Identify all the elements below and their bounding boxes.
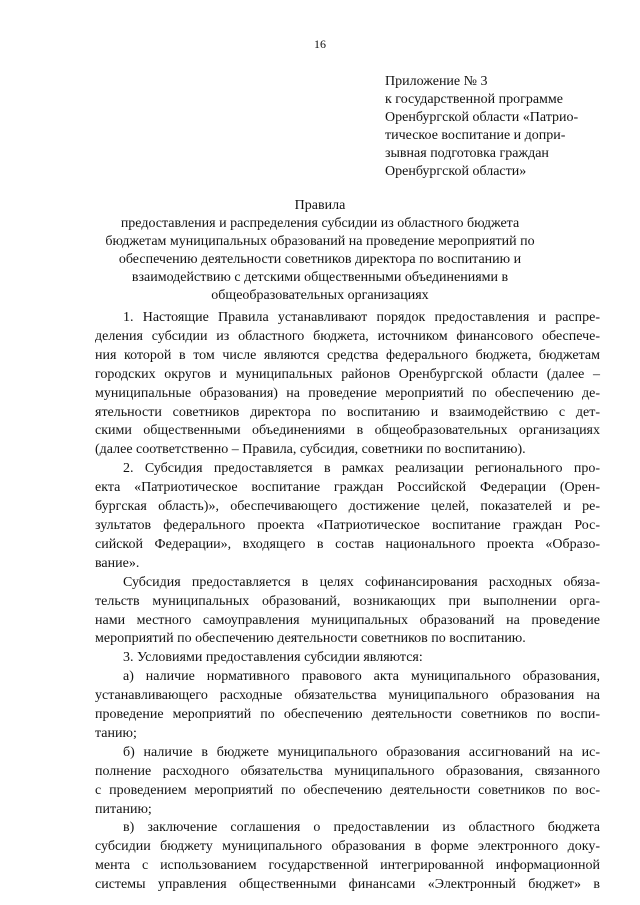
subtitle-line: обеспечению деятельности советников директора по воспитанию и (118, 252, 522, 267)
paragraph-4 (95, 649, 600, 668)
paragraph-line: субсидии бюджету муниципального образования в форме электронного доку- (95, 839, 600, 855)
paragraph-line: нами местного самоуправления муниципальных образований на проведение (95, 612, 600, 628)
paragraph-line: 3. Условиями предоставления субсидии являются: (123, 650, 423, 666)
page-number: 16 (314, 37, 326, 51)
appendix-line: Оренбургской области» (385, 164, 527, 179)
subtitle-line: общеобразовательных организациях (211, 288, 429, 303)
paragraph-line: с проведением мероприятий по обеспечению деятельности советников по вос- (95, 782, 600, 798)
paragraph-line: ятельности советников директора по воспитанию и взаимодействию с дет- (95, 404, 600, 420)
subtitle-line: предоставления и распределения субсидии из областного бюджета (120, 216, 520, 231)
paragraph-3 (95, 574, 600, 650)
paragraph-line: городских округов и муниципальных районов Оренбургской области (далее – (95, 366, 600, 382)
document-body (95, 309, 600, 895)
paragraph-line: мента с использованием государственной интегрированной информационной (95, 858, 600, 874)
paragraph-line: тельств муниципальных образований, возникающих при выполнении орга- (95, 593, 600, 609)
appendix-line: к государственной программе (385, 92, 563, 107)
paragraph-line: питанию; (95, 801, 152, 817)
rules-subtitle (85, 215, 555, 305)
paragraph-5 (95, 668, 600, 744)
paragraph-line: б) наличие в бюджете муниципального образования ассигнований на ис- (123, 744, 600, 760)
paragraph-line: 1. Настоящие Правила устанавливают порядок предоставления и распре- (123, 310, 600, 325)
paragraph-line: Субсидия предоставляется в целях софинансирования расходных обяза- (123, 574, 600, 590)
rules-title: Правила (294, 198, 346, 213)
paragraph-line: устанавливающего расходные обязательства муниципального образования на (95, 688, 600, 704)
paragraph-line: а) наличие нормативного правового акта муниципального образования, (123, 669, 600, 685)
paragraph-line: вание». (95, 555, 140, 571)
paragraph-line: бургская область)», обеспечивающего достижение целей, показателей и ре- (95, 499, 600, 515)
appendix-line: зывная подготовка граждан (385, 146, 549, 161)
appendix-line: Оренбургской области «Патрио- (385, 110, 579, 125)
paragraph-line: муниципальные образования) на проведение мероприятий по обеспечению де- (95, 385, 600, 401)
appendix-block (385, 73, 635, 181)
paragraph-line: (далее соответственно – Правила, субсидия, советники по воспитанию). (95, 442, 526, 458)
appendix-line: Приложение № 3 (385, 74, 488, 89)
paragraph-line: скими общественными объединениями в общеобразовательных организациях (95, 423, 600, 439)
paragraph-line: мероприятий по обеспечению деятельности советников по воспитанию. (95, 631, 526, 647)
appendix-line: тическое воспитание и допри- (385, 128, 566, 143)
paragraph-line: сийской Федерации», входящего в состав национального проекта «Образо- (95, 536, 600, 552)
subtitle-line: взаимодействию с детскими общественными объединениями в (131, 270, 509, 285)
paragraph-line: танию; (95, 725, 137, 741)
paragraph-1 (95, 309, 600, 460)
paragraph-line: проведение мероприятий по обеспечению деятельности советников по воспи- (95, 707, 600, 723)
paragraph-line: деления субсидии из областного бюджета, источником финансового обеспече- (95, 328, 600, 344)
paragraph-7 (95, 819, 600, 895)
paragraph-line: в) заключение соглашения о предоставлении из областного бюджета (123, 820, 600, 836)
paragraph-line: системы управления общественными финансами «Электронный бюджет» в (95, 877, 600, 893)
paragraph-line: полнение расходного обязательства муниципального образования, связанного (95, 763, 600, 779)
paragraph-line: ния которой в том числе являются средства федерального бюджета, бюджетам (95, 347, 600, 363)
paragraph-6 (95, 744, 600, 820)
subtitle-line: бюджетам муниципальных образований на проведение мероприятий по (105, 234, 535, 249)
paragraph-line: зультатов федерального проекта «Патриотическое воспитание граждан Рос- (95, 517, 600, 533)
paragraph-2 (95, 460, 600, 573)
paragraph-line: екта «Патриотическое воспитание граждан Российской Федерации (Орен- (95, 480, 600, 496)
paragraph-line: 2. Субсидия предоставляется в рамках реализации регионального про- (123, 461, 600, 477)
